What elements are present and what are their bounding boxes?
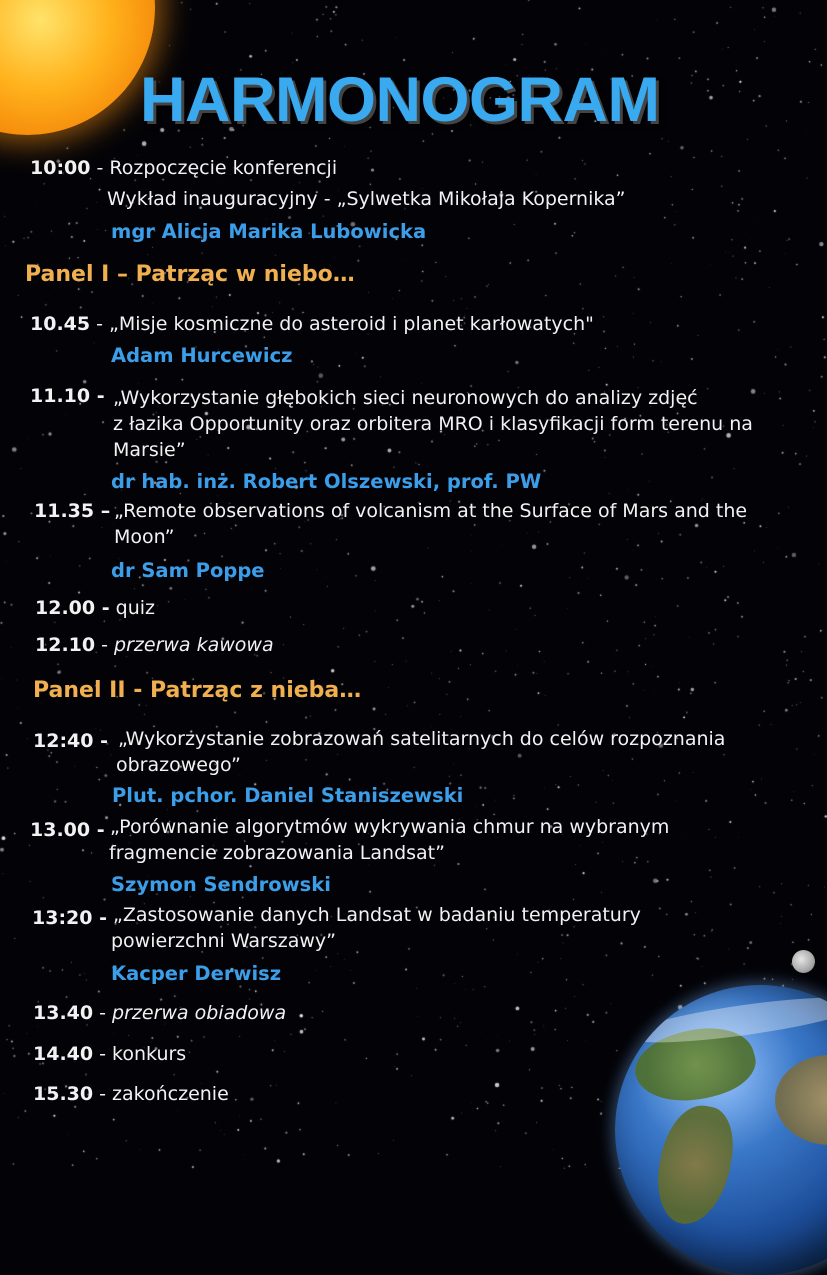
p1-item-2-time: 11.10 - (30, 385, 105, 407)
p1-item-2-title-line-2: z łazika Opportunity oraz orbitera MRO i klasyfikacji form terenu na (113, 413, 753, 435)
opening-speaker: mgr Alicja Marika Lubowicka (111, 220, 427, 243)
p2-item-3-title-line-1: „Zastosowanie danych Landsat w badaniu temperatury (113, 904, 641, 926)
p1-item-1-sep: - (90, 313, 110, 335)
p1-item-1-row (30, 311, 594, 338)
opening-row (30, 155, 337, 182)
coffee-sep: - (95, 634, 115, 656)
p2-item-3-time: 13:20 - (32, 907, 107, 929)
page-title: HARMONOGRAM (140, 65, 660, 135)
end-text: zakończenie (112, 1083, 229, 1105)
quiz-time: 12.00 - (35, 597, 110, 619)
p2-item-2-speaker: Szymon Sendrowski (111, 873, 331, 896)
p2-item-2-title-line-2: fragmencie zobrazowania Landsat” (109, 842, 445, 864)
closing-row-3 (33, 1081, 229, 1108)
end-sep: - (93, 1083, 113, 1105)
lunch-sep: - (93, 1002, 113, 1024)
opening-text: Rozpoczęcie konferencji (109, 157, 338, 179)
panel-1-heading: Panel I – Patrząc w niebo… (25, 262, 355, 287)
lunch-time: 13.40 (33, 1002, 94, 1024)
contest-text: konkurs (112, 1043, 187, 1065)
p2-item-1-title-line-2: obrazowego” (116, 754, 241, 776)
p1-item-2-title-line-3: Marsie” (113, 439, 186, 461)
opening-lecture: Wykład inauguracyjny - „Sylwetka Mikołaja Kopernika” (107, 188, 626, 210)
opening-time: 10:00 (30, 157, 91, 179)
coffee-time: 12.10 (35, 634, 96, 656)
p2-item-1-title-line-1: „Wykorzystanie zobrazowań satelitarnych do celów rozpoznania (118, 728, 726, 750)
coffee-row (35, 632, 274, 659)
coffee-text: przerwa kawowa (114, 634, 274, 656)
opening-sep: - (90, 157, 110, 179)
quiz-row (35, 595, 155, 622)
p2-item-1-speaker: Plut. pchor. Daniel Staniszewski (112, 784, 464, 807)
p1-item-3-speaker: dr Sam Poppe (111, 559, 265, 582)
panel-2-heading: Panel II - Patrząc z nieba… (33, 678, 362, 703)
p2-item-1-time: 12:40 - (33, 730, 108, 752)
p1-item-1-title: „Misje kosmiczne do asteroid i planet karłowatych" (109, 313, 594, 335)
quiz-text: quiz (115, 597, 156, 619)
p2-item-2-time: 13.00 - (30, 819, 105, 841)
earth-image (615, 985, 827, 1275)
p1-item-3-title-line-1: „Remote observations of volcanism at the Surface of Mars and the (114, 500, 748, 522)
p1-item-2-title-line-1: „Wykorzystanie głębokich sieci neuronowych do analizy zdjęć (113, 387, 698, 409)
p1-item-2-speaker: dr hab. inż. Robert Olszewski, prof. PW (111, 470, 542, 493)
moon-image (792, 950, 815, 973)
lunch-text: przerwa obiadowa (112, 1002, 287, 1024)
p1-item-1-speaker: Adam Hurcewicz (111, 344, 293, 367)
contest-time: 14.40 (33, 1043, 94, 1065)
p1-item-3-time: 11.35 – (34, 500, 111, 522)
p2-item-3-speaker: Kacper Derwisz (111, 962, 282, 985)
contest-sep: - (93, 1043, 113, 1065)
p1-item-1-time: 10.45 (30, 313, 91, 335)
closing-row-1 (33, 1000, 286, 1027)
p2-item-2-title-line-1: „Porównanie algorytmów wykrywania chmur na wybranym (110, 816, 670, 838)
end-time: 15.30 (33, 1083, 94, 1105)
p2-item-3-title-line-2: powierzchni Warszawy” (111, 930, 336, 952)
closing-row-2 (33, 1041, 186, 1068)
p1-item-3-title-line-2: Moon” (114, 526, 175, 548)
